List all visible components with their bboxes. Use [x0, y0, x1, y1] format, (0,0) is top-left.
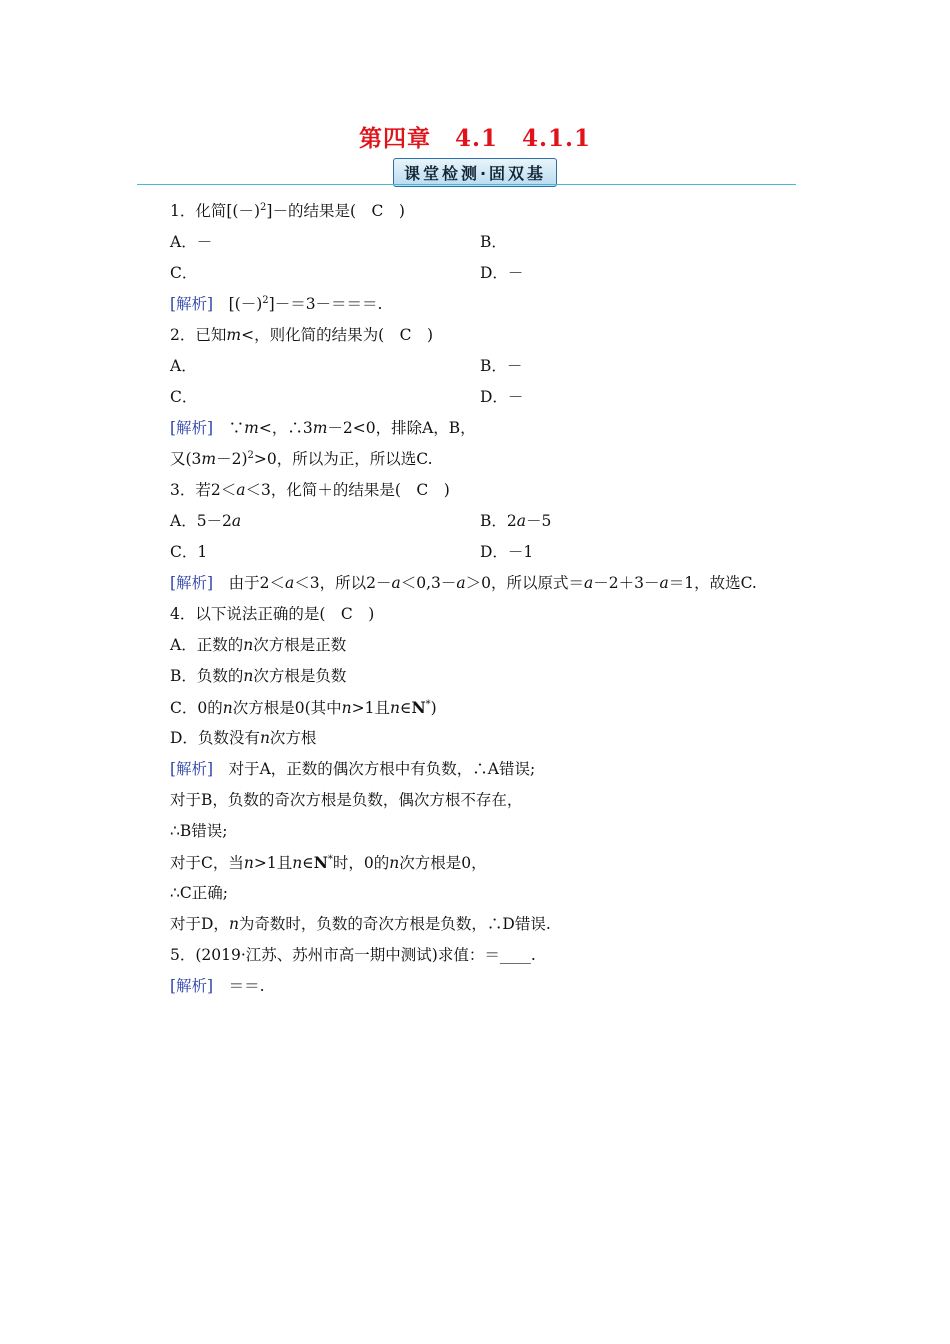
q1-solution: [解析] $[(-)^2]-=3-===$.	[170, 294, 383, 313]
q2-option-a: A．	[170, 357, 197, 375]
q2-stem: 2．已知m<，则化简的结果为( C )	[170, 326, 434, 344]
q1-option-b: B．	[480, 233, 507, 251]
q5-solution: [解析] ＝＝.	[170, 977, 265, 995]
q4-solution-5: ∴C正确;	[170, 884, 228, 902]
chapter-title: 第四章 4.1 4.1.1	[358, 125, 592, 152]
q2-solution-1: [解析] ∵m<，∴3m－2<0，排除A，B，	[170, 419, 476, 437]
header-rule	[137, 184, 796, 185]
q4-option-b: B．负数的n次方根是负数	[170, 667, 347, 685]
analysis-tag: [解析]	[170, 760, 214, 778]
q5-stem: 5．(2019·江苏、苏州市高一期中测试)求值：＝____.	[170, 946, 536, 964]
q3-option-c: C．1	[170, 543, 208, 561]
q4-solution-3: ∴B错误;	[170, 822, 228, 840]
analysis-tag: [解析]	[170, 419, 214, 437]
analysis-tag: [解析]	[170, 977, 214, 995]
q3-option-d: D．－1	[480, 543, 534, 561]
exercise-content	[170, 196, 810, 1002]
q1-option-a: A．－	[170, 233, 213, 251]
q2-option-c: C．	[170, 388, 198, 406]
q1-options-ab	[170, 227, 810, 258]
q3-option-a: A．5－2a	[170, 512, 242, 530]
q2-solution-2: 又$(3m-2)^2>0$，所以为正，所以选C.	[170, 449, 433, 468]
q1-option-d: D．－	[480, 264, 524, 282]
q4-solution-2: 对于B，负数的奇次方根是负数，偶次方根不存在，	[170, 791, 523, 809]
q3-options-cd	[170, 537, 810, 568]
q2-options-ab	[170, 351, 810, 382]
q3-options-ab	[170, 506, 810, 537]
q2-options-cd	[170, 382, 810, 413]
q3-option-b: B．2a－5	[480, 512, 552, 530]
q4-option-c: C．0的n次方根是0(其中n>1且n∈N*)	[170, 698, 437, 717]
q4-solution-6: 对于D，n为奇数时，负数的奇次方根是负数，∴D错误.	[170, 915, 551, 933]
analysis-tag: [解析]	[170, 574, 214, 592]
q4-solution-1: [解析] 对于A，正数的偶次方根中有负数，∴A错误;	[170, 760, 536, 778]
q2-option-b: B．－	[480, 357, 523, 375]
q1-options-cd	[170, 258, 810, 289]
q1-stem: 1．化简$[(-)^2]-$的结果是( C )	[170, 201, 405, 220]
analysis-tag: [解析]	[170, 295, 214, 313]
q4-option-d: D．负数没有n次方根	[170, 729, 317, 747]
q4-stem: 4．以下说法正确的是( C )	[170, 605, 375, 623]
q2-option-d: D．－	[480, 388, 524, 406]
q4-solution-4: 对于C，当n>1且n∈N*时，0的n次方根是0，	[170, 853, 487, 872]
q3-stem: 3．若2＜a＜3，化简＋的结果是( C )	[170, 481, 450, 499]
q4-option-a: A．正数的n次方根是正数	[170, 636, 347, 654]
section-banner: 课堂检测·固双基	[393, 158, 557, 187]
q1-option-c: C．	[170, 264, 198, 282]
q3-solution: [解析] 由于2＜a＜3，所以2－a＜0,3－a＞0，所以原式＝a－2＋3－a＝1，故选C.	[170, 574, 757, 592]
